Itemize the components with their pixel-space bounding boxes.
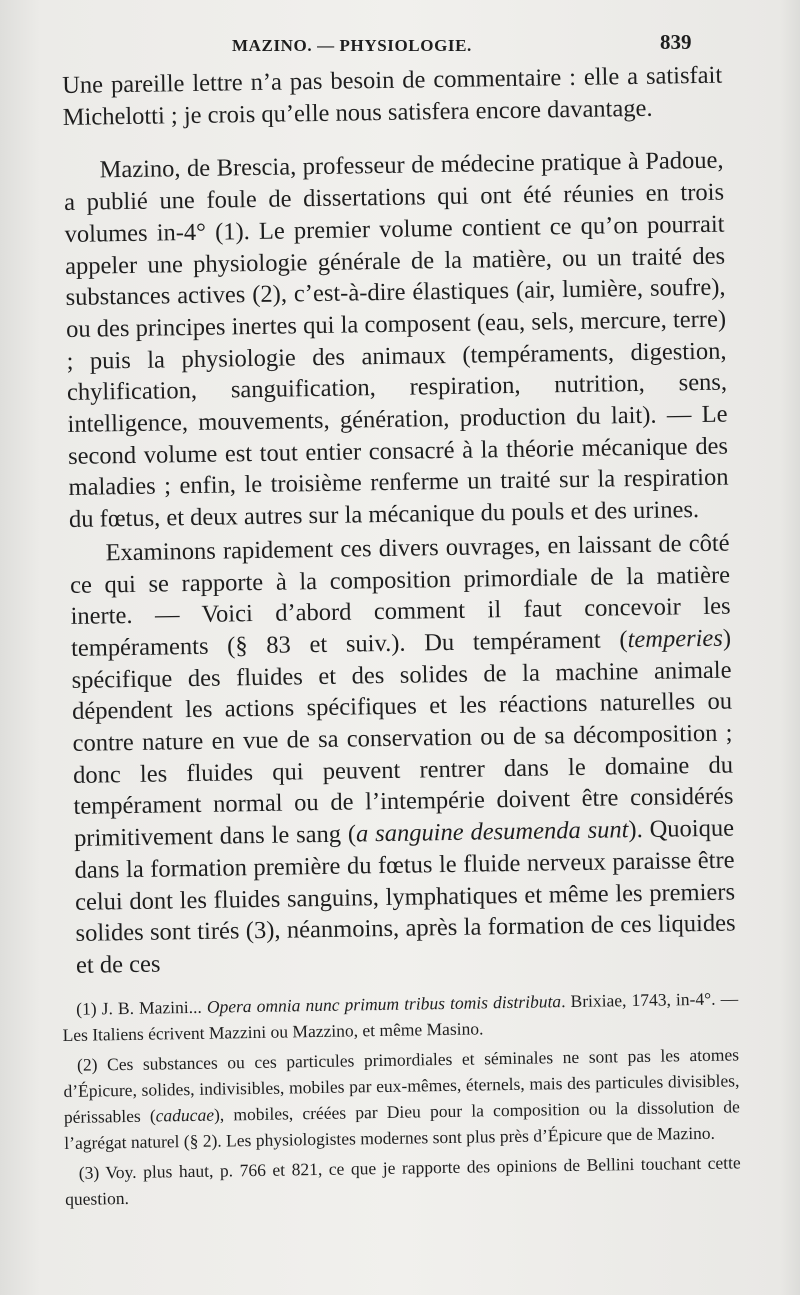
footnote-text: (3) Voy. plus haut, p. 766 et 821, ce que je rapporte des opinions de Bellini touchant cette question. [65,1152,741,1209]
footnote-text: . Brixiae, 1743, in-4°. — Les Italiens écrivent Mazzini ou Mazzino, et même Masino. [62,988,739,1045]
main-text [62,60,736,982]
italic-term: a sanguine desumenda sunt [355,816,629,848]
paragraph [69,527,736,981]
paragraph-text: ) spécifique des fluides et des solides de la machine animale dépendent les actions spécifiques et les réactions naturelles ou contre nature en vue de sa conservation ou de sa décomposition ; donc les fluides qui peuvent rentrer dans le domaine du tempérament normal ou de l’intempérie doivent être considérés primitivement dans le sang ( [71,624,734,853]
paragraph-text: Une pareille lettre n’a pas besoin de commentaire : elle a satisfait Michelotti ; je crois qu’elle nous satisfera encore davantage. [62,61,723,131]
footnote-2 [63,1041,741,1156]
paragraph-text: Examinons rapidement ces divers ouvrages, en laissant de côté ce qui se rapporte à la composition primordiale de la matière inerte. — Voici d’abord comment il faut concevoir les tempéraments (§ 83 et suiv.). Du tempérament ( [69,529,731,662]
page-number: 839 [660,30,692,54]
footnote-text: (2) Ces substances ou ces particules primordiales et séminales ne sont pas les atomes d’Épicure, solides, indivisibles, mobiles par eux-mêmes, éternels, mais des particules divisibles, périssables ( [63,1044,740,1127]
footnote-text: ), mobiles, créées par Dieu pour la composition ou la dissolution de l’agrégat naturel (§ 2). Les physiologistes modernes sont plus près d’Épicure que de Mazino. [64,1096,740,1153]
footnote-italic: Opera omnia nunc primum tribus tomis distributa [206,991,562,1017]
footnote-text: (1) J. B. Mazini... [76,996,208,1019]
footnote-3 [65,1149,742,1212]
footnote-1 [62,985,739,1048]
paragraph [63,145,729,536]
paragraph-text: Mazino, de Brescia, professeur de médecine pratique à Padoue, a publié une foule de dissertations qui ont été réunies en trois volumes in-4° (1). Le premier volume contient ce qu’on pourrait appeler une physiologie générale de la matière, ou un traité des substances actives (2), c’est-à-dire élastiques (air, lumière, soufre), ou des principes inertes qui la composent (eau, sels, mercure, terre) ; puis la physiologie des animaux (tempéraments, digestion, chylification, sanguification, respiration, nutrition, sens, intelligence, mouvements, génération, production du lait). — Le second volume est tout entier consacré à la théorie mécanique des maladies ; enfin, le troisième renferme un traité sur la respiration du fœtus, et deux autres sur la mécanique du pouls et des urines. [63,147,729,534]
italic-term: temperies [627,624,724,654]
paragraph-text: ). Quoique dans la formation première du fœtus le fluide nerveux paraisse être celui dont les fluides sanguins, lymphatiques et même les premiers solides sont tirés (3), néanmoins, après la formation de ces liquides et de ces [74,814,736,979]
footnotes [62,985,741,1216]
paragraph [62,60,723,134]
footnote-italic: caducae [155,1104,215,1126]
page-header [0,30,800,60]
running-head: MAZINO. — PHYSIOLOGIE. [232,36,472,55]
